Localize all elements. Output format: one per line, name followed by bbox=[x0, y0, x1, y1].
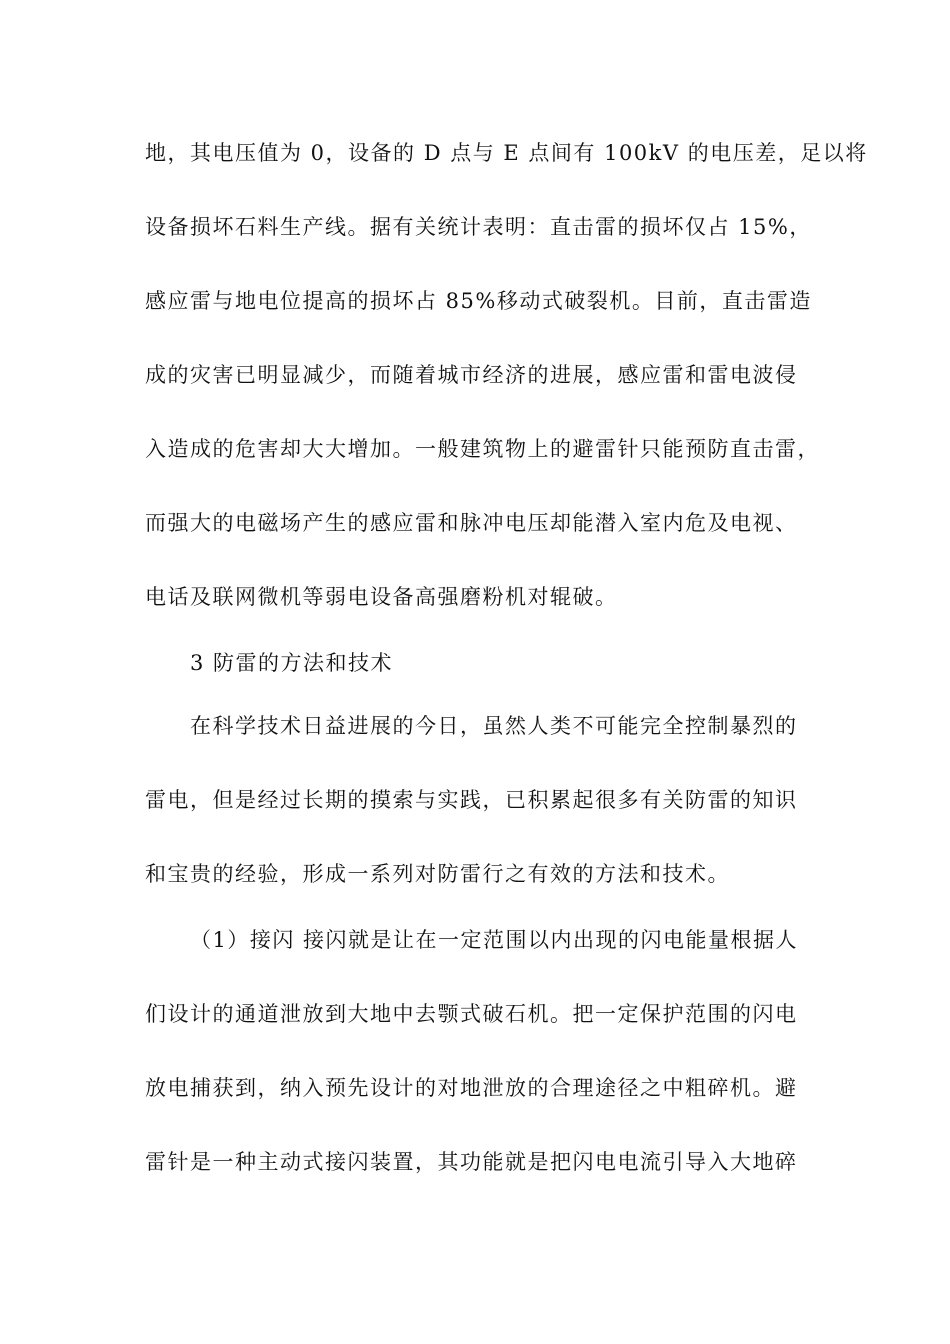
text-line-10: 雷电，但是经过长期的摸索与实践，已积累起很多有关防雷的知识 bbox=[145, 788, 798, 812]
section-heading: 3 防雷的方法和技术 bbox=[190, 651, 394, 675]
text-line-12: （1）接闪 接闪就是让在一定范围以内出现的闪电能量根据人 bbox=[190, 928, 799, 952]
text-line-7: 电话及联网微机等弱电设备高强磨粉机对辊破。 bbox=[145, 585, 618, 609]
text-line-14: 放电捕获到，纳入预先设计的对地泄放的合理途径之中粗碎机。避 bbox=[145, 1076, 798, 1100]
text-line-9: 在科学技术日益进展的今日，虽然人类不可能完全控制暴烈的 bbox=[190, 714, 798, 738]
text-line-5: 入造成的危害却大大增加。一般建筑物上的避雷针只能预防直击雷， bbox=[145, 437, 820, 461]
text-line-2: 设备损坏石料生产线。据有关统计表明：直击雷的损坏仅占 15%， bbox=[145, 215, 812, 239]
text-line-3: 感应雷与地电位提高的损坏占 85%移动式破裂机。目前，直击雷造 bbox=[145, 289, 812, 313]
text-line-6: 而强大的电磁场产生的感应雷和脉冲电压却能潜入室内危及电视、 bbox=[145, 511, 798, 535]
text-line-13: 们设计的通道泄放到大地中去颚式破石机。把一定保护范围的闪电 bbox=[145, 1002, 798, 1026]
text-line-15: 雷针是一种主动式接闪装置，其功能就是把闪电电流引导入大地碎 bbox=[145, 1150, 798, 1174]
text-line-4: 成的灾害已明显减少，而随着城市经济的进展，感应雷和雷电波侵 bbox=[145, 363, 798, 387]
text-line-11: 和宝贵的经验，形成一系列对防雷行之有效的方法和技术。 bbox=[145, 862, 730, 886]
text-line-1: 地，其电压值为 0，设备的 D 点与 E 点间有 100kV 的电压差，足以将 bbox=[145, 141, 868, 165]
